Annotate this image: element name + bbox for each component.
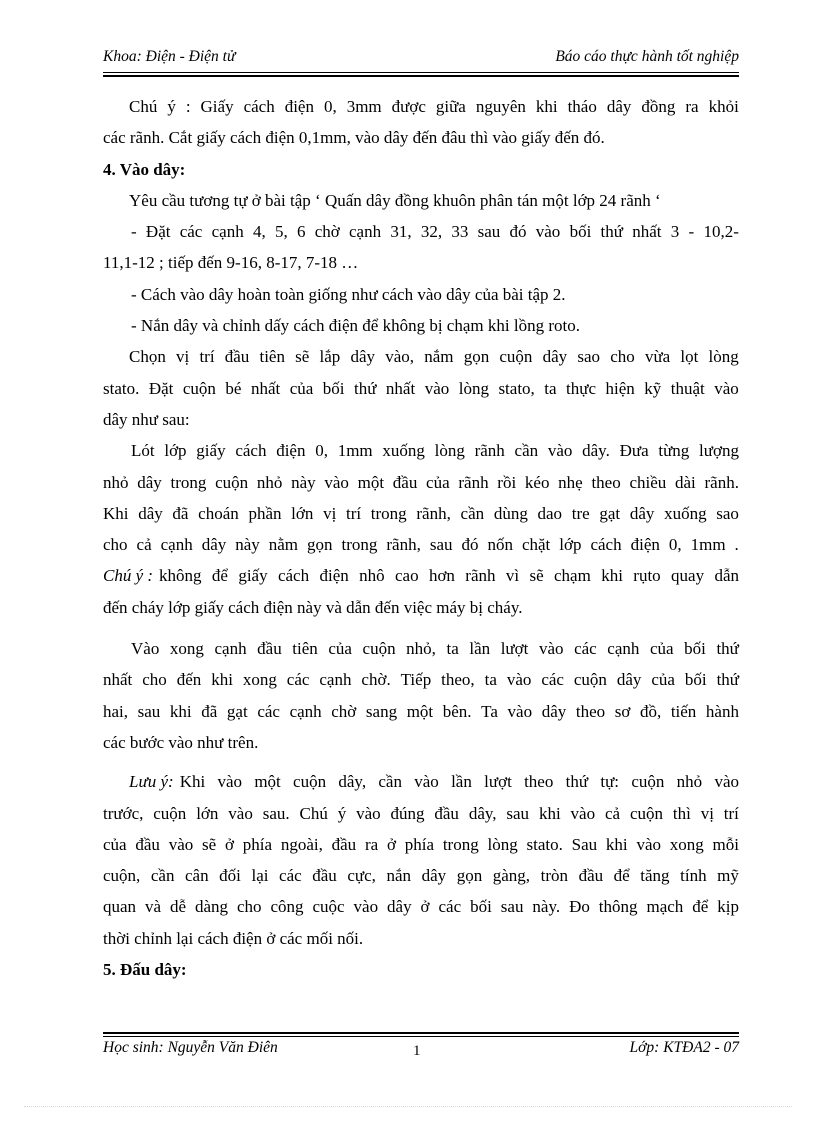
paragraph-line: đến cháy lớp giấy cách điện này và dẫn đến việc máy bị cháy. — [103, 597, 523, 617]
paragraph-line: nhất cho đến khi xong các cạnh chờ. Tiếp theo, ta vào các cuộn dây của bối thứ — [103, 670, 739, 690]
paragraph-line: cho cả cạnh dây này nằm gọn trong rãnh, sau đó nốn chặt lớp cách điện 0, 1mm . — [103, 535, 739, 555]
paragraph-line: trước, cuộn lớn vào sau. Chú ý vào đúng đầu dây, sau khi vào cả cuộn thì vị trí — [103, 803, 739, 823]
section-heading-4: 4. Vào dây: — [103, 159, 186, 179]
page-header — [103, 48, 739, 72]
note-line: Chú ý : Giấy cách điện 0, 3mm được giữa nguyên khi tháo dây đồng ra khỏi — [129, 97, 739, 116]
bullet-line: - Cách vào dây hoàn toàn giống như cách vào dây của bài tập 2. — [131, 284, 566, 304]
bullet-line: - Nắn dây và chỉnh dấy cách điện để không bị chạm khi lồng roto. — [131, 316, 580, 336]
paragraph-line: nhỏ dây trong cuộn nhỏ này vào một đầu của rãnh rồi kéo nhẹ theo chiều dài rãnh. — [103, 472, 739, 492]
paragraph-line: quan và dễ dàng cho công cuộc vào dây ở các bối sau này. Đo thông mạch để kịp — [103, 897, 739, 917]
requirement-line: Yêu cầu tương tự ở bài tập ‘ Quấn dây đồng khuôn phân tán một lớp 24 rãnh ‘ — [129, 190, 661, 210]
page-footer — [103, 1039, 739, 1063]
paragraph-line — [103, 766, 739, 797]
paragraph-line — [103, 560, 739, 591]
header-report-title: Báo cáo thực hành tốt nghiệp — [555, 48, 739, 65]
paragraph-line: dây như sau: — [103, 409, 190, 429]
note-label: Lưu ý: — [129, 772, 174, 792]
paragraph-line: các bước vào như trên. — [103, 732, 259, 752]
bullet-line: 11,1-12 ; tiếp đến 9-16, 8-17, 7-18 … — [103, 253, 359, 273]
note-line: các rãnh. Cắt giấy cách điện 0,1mm, vào dây đến đâu thì vào giấy đến đó. — [103, 128, 605, 148]
paragraph-line: cuộn, cần cân đối lại các đầu cực, nắn dây gọn gàng, tròn đầu để tăng tính mỹ — [103, 866, 739, 886]
bullet-line: - Đặt các cạnh 4, 5, 6 chờ cạnh 31, 32, 33 sau đó vào bối thứ nhất 3 - 10,2- — [131, 222, 739, 242]
footer-class: Lớp: KTĐA2 - 07 — [629, 1039, 739, 1056]
paragraph-line: Khi dây đã choán phần lớn vị trí trong rãnh, cần dùng dao tre gạt dây xuống sao — [103, 503, 739, 523]
note-label: Chú ý : — [103, 566, 154, 586]
document-body — [103, 91, 739, 985]
paragraph-line: thời chỉnh lại cách điện ở các mối nối. — [103, 928, 364, 948]
page-number: 1 — [413, 1043, 421, 1059]
header-rule — [103, 72, 739, 77]
paragraph-line: hai, sau khi đã gạt các cạnh chờ sang một bên. Ta vào dây theo sơ đồ, tiến hành — [103, 701, 739, 721]
note-text: Khi vào một cuộn dây, cần vào lần lượt theo thứ tự: cuộn nhỏ vào — [179, 772, 739, 792]
header-department: Khoa: Điện - Điện tử — [103, 48, 236, 65]
paragraph-line: của đầu vào sẽ ở phía ngoài, đầu ra ở phía trong lòng stato. Sau khi vào xong mỗi — [103, 834, 739, 854]
paragraph-line: Chọn vị trí đầu tiên sẽ lắp dây vào, nắm gọn cuộn dây sao cho vừa lọt lòng — [129, 347, 739, 367]
footer-rule — [103, 1032, 739, 1037]
paragraph-line: Vào xong cạnh đầu tiên của cuộn nhỏ, ta lần lượt vào các cạnh của bối thứ — [131, 639, 739, 659]
section-heading-5: 5. Đấu dây: — [103, 960, 187, 980]
paragraph-line: stato. Đặt cuộn bé nhất của bối thứ nhất vào lòng stato, ta thực hiện kỹ thuật vào — [103, 378, 739, 398]
footer-student: Học sinh: Nguyễn Văn Điên — [103, 1039, 278, 1056]
paragraph-line: Lót lớp giấy cách điện 0, 1mm xuống lòng rãnh cần vào dây. Đưa từng lượng — [131, 441, 739, 461]
page-edge-divider — [24, 1106, 792, 1107]
note-text: không để giấy cách điện nhô cao hơn rãnh vì sẽ chạm khi rụto quay dẫn — [159, 566, 739, 586]
